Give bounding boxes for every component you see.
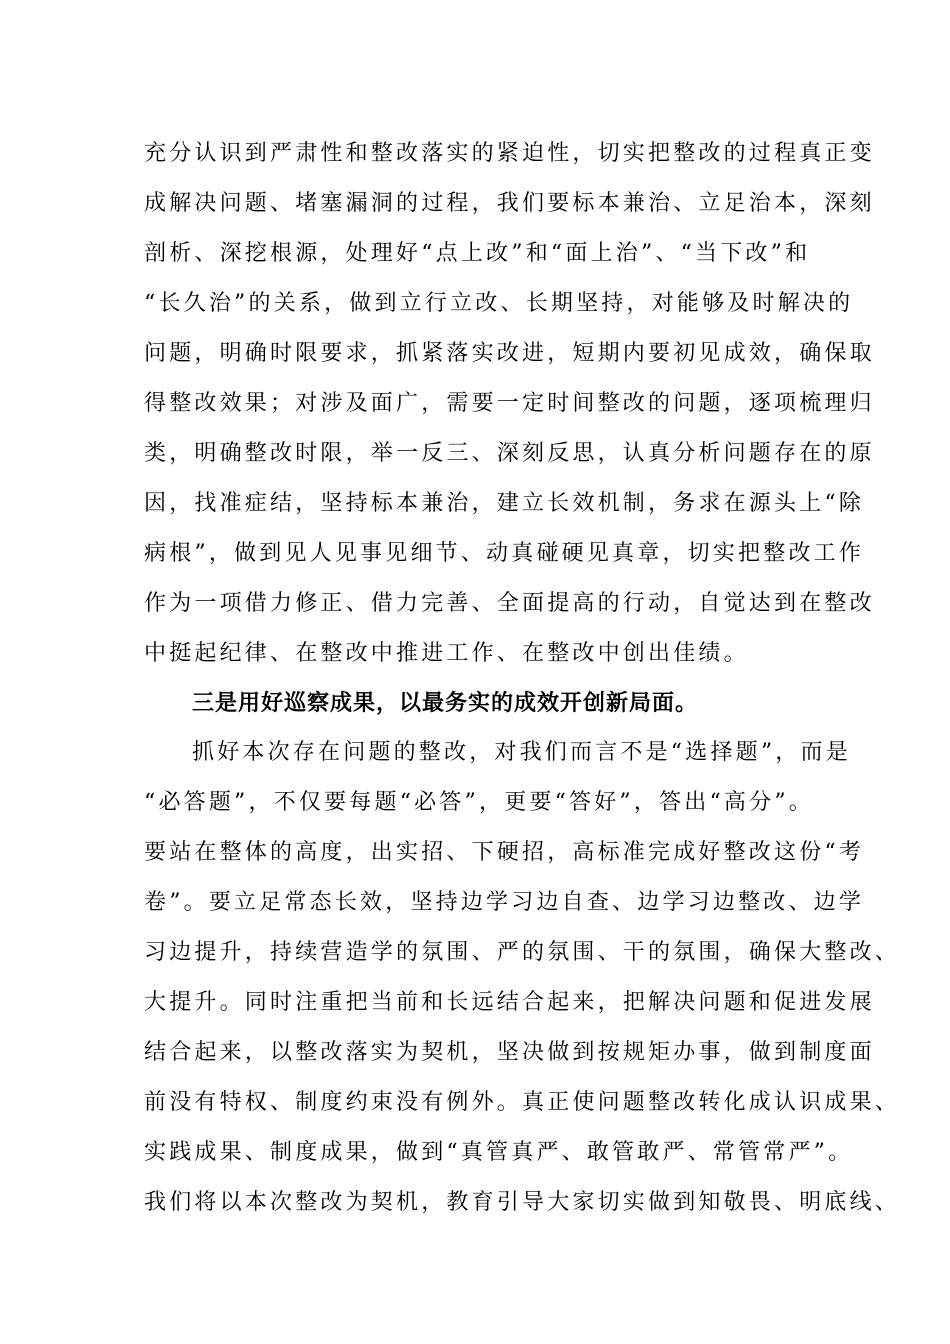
- body-text-line: 习边提升，持续营造学的氛围、严的氛围、干的氛围，确保大整改、: [144, 940, 901, 965]
- body-text-line: 大提升。同时注重把当前和长远结合起来，把解决问题和促进发展: [144, 990, 875, 1015]
- body-text-line: 结合起来，以整改落实为契机，坚决做到按规矩办事，做到制度面: [144, 1040, 875, 1065]
- body-text-line: 得整改效果；对涉及面广，需要一定时间整改的问题，逐项梳理归: [144, 391, 875, 416]
- body-text-line: “必答题”，不仅要每题“必答”，更要“答好”，答出“高分”。: [144, 790, 814, 815]
- body-text-line: 剖析、深挖根源，处理好“点上改”和“面上治”、“当下改”和: [144, 241, 811, 266]
- body-text-line: 类，明确整改时限，举一反三、深刻反思，认真分析问题存在的原: [144, 441, 875, 466]
- body-text-line: 问题，明确时限要求，抓紧落实改进，短期内要初见成效，确保取: [144, 341, 875, 366]
- body-text-line: 充分认识到严肃性和整改落实的紧迫性，切实把整改的过程真正变: [144, 141, 875, 166]
- body-text-line: 要站在整体的高度，出实招、下硬招，高标准完成好整改这份“考: [144, 840, 865, 865]
- body-text-line: 实践成果、制度成果，做到“真管真严、敢管敢严、常管常严”。: [144, 1140, 854, 1165]
- body-text-line: 作为一项借力修正、借力完善、全面提高的行动，自觉达到在整改: [144, 591, 875, 616]
- body-text-line: 成解决问题、堵塞漏洞的过程，我们要标本兼治、立足治本，深刻: [144, 191, 875, 216]
- body-text-line: 病根”，做到见人见事见细节、动真碰硬见真章，切实把整改工作: [144, 541, 865, 566]
- section-heading: 三是用好巡察成果，以最务实的成效开创新局面。: [192, 690, 699, 716]
- body-text-line: “长久治”的关系，做到立行立改、长期坚持，对能够及时解决的: [144, 291, 854, 316]
- body-text-line: 抓好本次存在问题的整改，对我们而言不是“选择题”，而是: [192, 740, 851, 765]
- body-text-line: 前没有特权、制度约束没有例外。真正使问题整改转化成认识成果、: [144, 1090, 901, 1115]
- body-text-line: 中挺起纪律、在整改中推进工作、在整改中创出佳绩。: [144, 641, 749, 666]
- body-text-line: 我们将以本次整改为契机，教育引导大家切实做到知敬畏、明底线、: [144, 1190, 901, 1215]
- body-text-line: 卷”。要立足常态长效，坚持边学习边自查、边学习边整改、边学: [144, 890, 865, 915]
- body-text-line: 因，找准症结，坚持标本兼治，建立长效机制，务求在源头上“除: [144, 491, 865, 516]
